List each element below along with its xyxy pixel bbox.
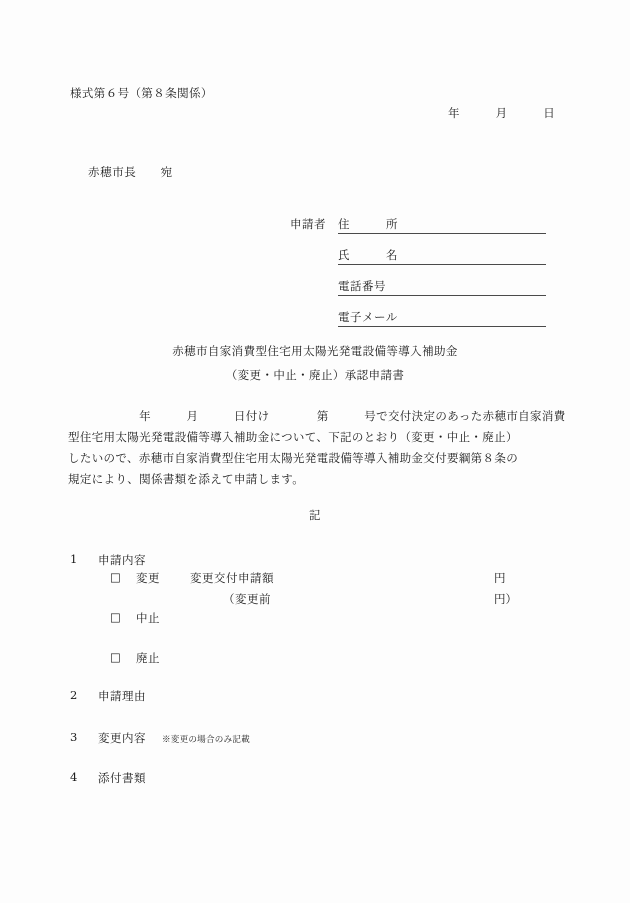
section-1-number: 1 <box>70 552 78 566</box>
document-title-line2: （変更・中止・廃止）承認申請書 <box>225 368 405 382</box>
field-row-name <box>338 243 546 274</box>
section-4-number: 4 <box>70 770 78 784</box>
name-input-rule[interactable] <box>338 264 546 265</box>
phone-input-rule[interactable] <box>338 295 546 296</box>
change-amount-label: 変更交付申請額 <box>190 571 274 585</box>
field-row-email <box>338 305 546 336</box>
email-input-rule[interactable] <box>338 326 546 327</box>
checkbox-abolish[interactable]: □ <box>110 650 121 664</box>
section-2-label: 申請理由 <box>98 689 146 703</box>
ki-marker: 記 <box>309 508 321 522</box>
document-title-line1: 赤穂市自家消費型住宅用太陽光発電設備等導入補助金 <box>172 344 458 358</box>
applicant-fields <box>338 212 546 336</box>
date-line: 年 月 日 <box>448 106 556 120</box>
address-input-rule[interactable] <box>338 233 546 234</box>
checkbox-change[interactable]: □ <box>110 570 121 584</box>
section-2-number: 2 <box>70 688 78 702</box>
checkbox-suspend[interactable]: □ <box>110 610 121 624</box>
checkbox-suspend-label: 中止 <box>136 611 160 625</box>
phone-label: 電話番号 <box>338 279 386 293</box>
body-line-2: 型住宅用太陽光発電設備等導入補助金について、下記のとおり（変更・中止・廃止） <box>68 430 518 444</box>
body-line-1: 年 月 日付け 第 号で交付決定のあった赤穂市自家消費 <box>68 409 566 423</box>
previous-amount-unit: 円） <box>494 592 517 606</box>
name-label: 氏 名 <box>338 248 398 262</box>
section-1-label: 申請内容 <box>98 553 146 567</box>
section-3-note: ※変更の場合のみ記載 <box>162 735 250 745</box>
addressee-line: 赤穂市長 宛 <box>88 165 173 179</box>
email-label: 電子メール <box>338 310 398 324</box>
field-row-address <box>338 212 546 243</box>
checkbox-abolish-label: 廃止 <box>136 651 160 665</box>
body-line-3: したいので、赤穂市自家消費型住宅用太陽光発電設備等導入補助金交付要綱第８条の <box>68 451 519 465</box>
section-3-label: 変更内容 <box>98 731 146 745</box>
previous-amount-label: （変更前 <box>223 592 271 606</box>
address-label: 住 所 <box>338 217 398 231</box>
checkbox-change-label: 変更 <box>136 571 160 585</box>
section-3-number: 3 <box>70 730 78 744</box>
change-amount-unit: 円 <box>494 571 506 585</box>
body-line-4: 規定により、関係書類を添えて申請します。 <box>68 472 305 486</box>
body-paragraph <box>68 406 568 490</box>
section-4-label: 添付書類 <box>98 771 146 785</box>
applicant-heading: 申請者 <box>290 217 326 231</box>
form-number: 様式第６号（第８条関係） <box>70 86 213 100</box>
field-row-phone <box>338 274 546 305</box>
